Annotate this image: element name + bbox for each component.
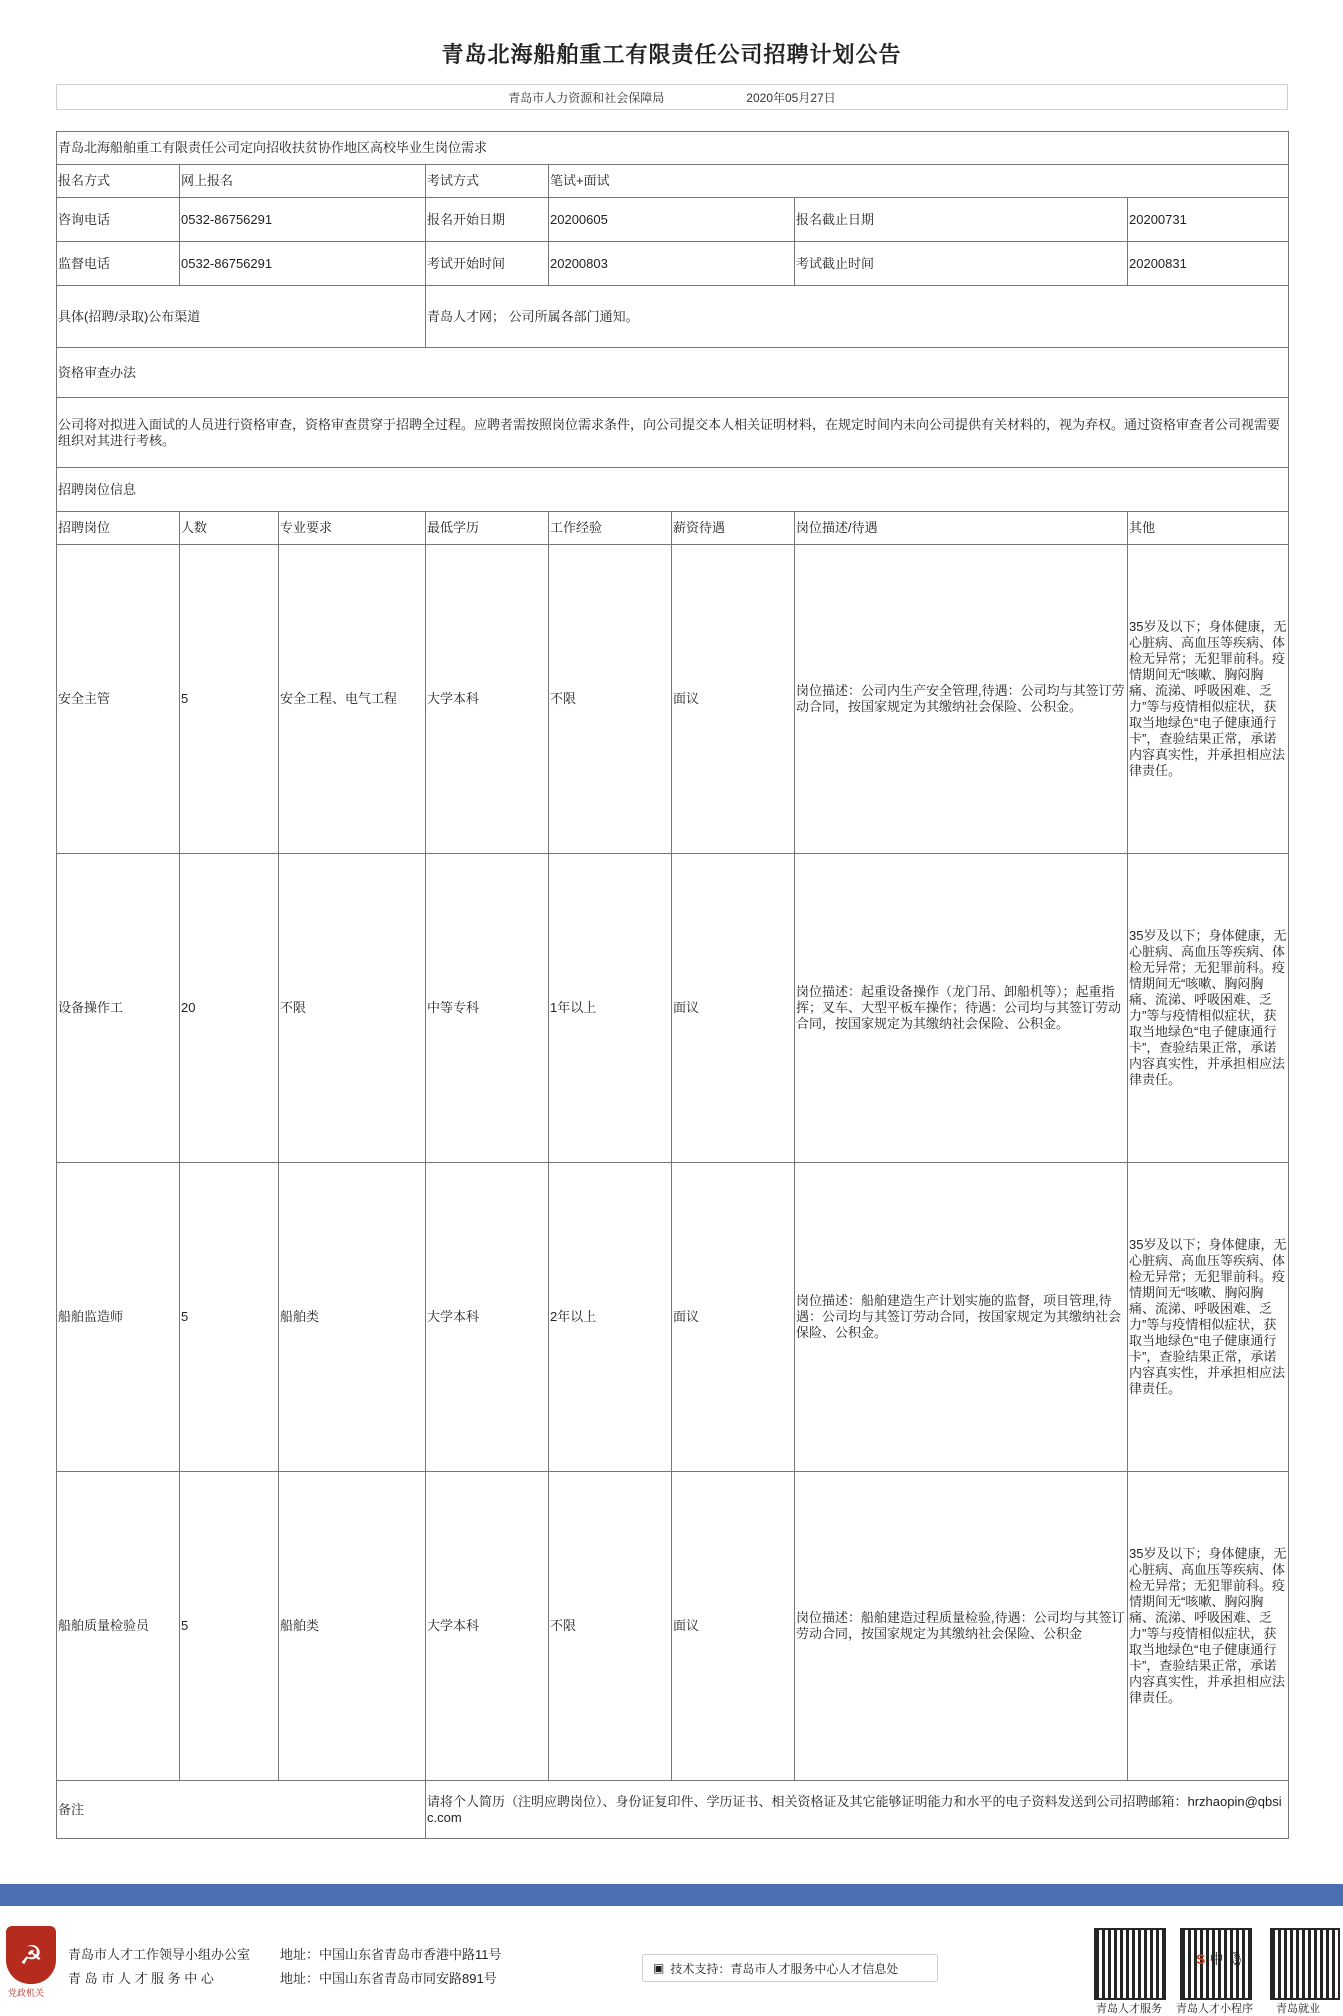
remark: 请将个人简历（注明应聘岗位）、身份证复印件、学历证书、相关资格证及其它能够证明能力和水平的电子资料发送到公司招聘邮箱：hrzhaopin@qbsic.com [426, 1781, 1289, 1839]
post-count: 5 [180, 1472, 279, 1781]
table-row [57, 545, 1289, 854]
remark-label: 备注 [57, 1781, 426, 1839]
post-desc: 岗位描述：公司内生产安全管理,待遇：公司均与其签订劳动合同，按国家规定为其缴纳社会保险、公积金。 [795, 545, 1128, 854]
tech-support [642, 1954, 938, 1982]
mic-icon[interactable]: 🎙 [1227, 1950, 1246, 1967]
col-header: 工作经验 [549, 512, 672, 545]
support-text: 技术支持：青岛市人才服务中心人才信息处 [670, 1961, 899, 1976]
exam-end: 20200831 [1128, 242, 1289, 286]
channel-label: 具体(招聘/录取)公布渠道 [57, 286, 426, 348]
consult-phone: 0532-86756291 [180, 198, 426, 242]
footer-org-1: 青岛市人才工作领导小组办公室 [68, 1947, 251, 1962]
review-label: 资格审查办法 [57, 348, 1289, 398]
sogou-icon[interactable]: S [1196, 1951, 1206, 1967]
signup-method-label: 报名方式 [57, 165, 180, 198]
post-salary: 面议 [672, 545, 795, 854]
recruitment-table [56, 131, 1289, 1839]
signup-end-label: 报名截止日期 [795, 198, 1128, 242]
qr-caption: 青岛就业 [1276, 2003, 1320, 2015]
publish-date: 2020年05月27日 [746, 90, 836, 105]
page-title: 青岛北海船舶重工有限责任公司招聘计划公告 [441, 42, 902, 67]
post-exp: 2年以上 [549, 1163, 672, 1472]
col-header: 岗位描述/待遇 [795, 512, 1128, 545]
post-name: 船舶质量检验员 [57, 1472, 180, 1781]
ime-language-icon[interactable]: 中 [1209, 1951, 1224, 1967]
support-icon: ▣ [653, 1961, 665, 1975]
channel: 青岛人才网； 公司所属各部门通知。 [426, 286, 1289, 348]
table-row [57, 1163, 1289, 1472]
col-header: 其他 [1128, 512, 1289, 545]
footer-address-1: 地址：中国山东省青岛市香港中路11号 [280, 1947, 502, 1962]
review-text: 公司将对拟进入面试的人员进行资格审查，资格审查贯穿于招聘全过程。应聘者需按照岗位需求条件，向公司提交本人相关证明材料，在规定时间内未向公司提供有关材料的，视为弃权。通过资格审查者公司视需要组织对其进行考核。 [57, 398, 1289, 468]
post-salary: 面议 [672, 1472, 795, 1781]
post-count: 5 [180, 1163, 279, 1472]
footer-band [0, 1884, 1343, 1906]
exam-start-label: 考试开始时间 [426, 242, 549, 286]
post-major: 不限 [279, 854, 426, 1163]
party-emblem-glyph: ☭ [19, 1939, 43, 1970]
col-header: 人数 [180, 512, 279, 545]
publisher: 青岛市人力资源和社会保障局 [508, 90, 665, 105]
signup-end: 20200731 [1128, 198, 1289, 242]
post-other: 35岁及以下；身体健康，无心脏病、高血压等疾病、体检无异常；无犯罪前科。疫情期间无“咳嗽、胸闷胸痛、流涕、呼吸困难、乏力”等与疫情相似症状，获取当地绿色“电子健康通行卡”，查验结果正常，承诺内容真实性，并承担相应法律责任。 [1128, 1472, 1289, 1781]
post-other: 35岁及以下；身体健康，无心脏病、高血压等疾病、体检无异常；无犯罪前科。疫情期间无“咳嗽、胸闷胸痛、流涕、呼吸困难、乏力”等与疫情相似症状，获取当地绿色“电子健康通行卡”，查验结果正常，承诺内容真实性，并承担相应法律责任。 [1128, 1163, 1289, 1472]
post-edu: 大学本科 [426, 545, 549, 854]
post-salary: 面议 [672, 854, 795, 1163]
post-desc: 岗位描述：船舶建造生产计划实施的监督，项目管理,待遇：公司均与其签订劳动合同，按国家规定为其缴纳社会保险、公积金。 [795, 1163, 1128, 1472]
exam-method: 笔试+面试 [549, 165, 1289, 198]
post-salary: 面议 [672, 1163, 795, 1472]
col-header: 专业要求 [279, 512, 426, 545]
signup-method: 网上报名 [180, 165, 426, 198]
table-row [57, 854, 1289, 1163]
post-other: 35岁及以下；身体健康，无心脏病、高血压等疾病、体检无异常；无犯罪前科。疫情期间无“咳嗽、胸闷胸痛、流涕、呼吸困难、乏力”等与疫情相似症状，获取当地绿色“电子健康通行卡”，查验结果正常，承诺内容真实性，并承担相应法律责任。 [1128, 545, 1289, 854]
emblem-text: 党政机关 [8, 1988, 45, 1998]
signup-start: 20200605 [549, 198, 795, 242]
post-major: 船舶类 [279, 1163, 426, 1472]
col-header: 最低学历 [426, 512, 549, 545]
qr-code-icon [1270, 1928, 1340, 2000]
post-exp: 1年以上 [549, 854, 672, 1163]
qr-code-icon [1094, 1928, 1166, 2000]
qr-caption: 青岛人才小程序 [1176, 2003, 1253, 2015]
qr-caption: 青岛人才服务 [1096, 2003, 1162, 2015]
post-exp: 不限 [549, 545, 672, 854]
supervise-phone: 0532-86756291 [180, 242, 426, 286]
positions-header-row [57, 512, 1289, 545]
post-major: 船舶类 [279, 1472, 426, 1781]
post-other: 35岁及以下；身体健康，无心脏病、高血压等疾病、体检无异常；无犯罪前科。疫情期间无“咳嗽、胸闷胸痛、流涕、呼吸困难、乏力”等与疫情相似症状，获取当地绿色“电子健康通行卡”，查验结果正常，承诺内容真实性，并承担相应法律责任。 [1128, 854, 1289, 1163]
post-name: 安全主管 [57, 545, 180, 854]
col-header: 招聘岗位 [57, 512, 180, 545]
post-edu: 大学本科 [426, 1472, 549, 1781]
post-count: 5 [180, 545, 279, 854]
signup-start-label: 报名开始日期 [426, 198, 549, 242]
post-edu: 中等专科 [426, 854, 549, 1163]
post-desc: 岗位描述：起重设备操作（龙门吊、卸船机等）；起重指挥；叉车、大型平板车操作；待遇：公司均与其签订劳动合同，按国家规定为其缴纳社会保险、公积金。 [795, 854, 1128, 1163]
footer-org-2: 青 岛 市 人 才 服 务 中 心 [68, 1971, 214, 1986]
positions-label: 招聘岗位信息 [57, 468, 1289, 512]
supervise-phone-label: 监督电话 [57, 242, 180, 286]
table-caption: 青岛北海船舶重工有限责任公司定向招收扶贫协作地区高校毕业生岗位需求 [57, 132, 1289, 165]
table-row [57, 1472, 1289, 1781]
party-emblem-icon[interactable] [6, 1926, 56, 1984]
consult-phone-label: 咨询电话 [57, 198, 180, 242]
input-method-toolbar[interactable] [1196, 1946, 1266, 1972]
post-desc: 岗位描述：船舶建造过程质量检验,待遇：公司均与其签订劳动合同，按国家规定为其缴纳社会保险、公积金 [795, 1472, 1128, 1781]
col-header: 薪资待遇 [672, 512, 795, 545]
publish-meta [56, 84, 1288, 110]
post-name: 船舶监造师 [57, 1163, 180, 1472]
exam-method-label: 考试方式 [426, 165, 549, 198]
exam-end-label: 考试截止时间 [795, 242, 1128, 286]
post-name: 设备操作工 [57, 854, 180, 1163]
exam-start: 20200803 [549, 242, 795, 286]
post-exp: 不限 [549, 1472, 672, 1781]
post-major: 安全工程、电气工程 [279, 545, 426, 854]
footer-address-2: 地址：中国山东省青岛市同安路891号 [280, 1971, 497, 1986]
post-count: 20 [180, 854, 279, 1163]
footer [0, 1906, 1343, 2015]
post-edu: 大学本科 [426, 1163, 549, 1472]
